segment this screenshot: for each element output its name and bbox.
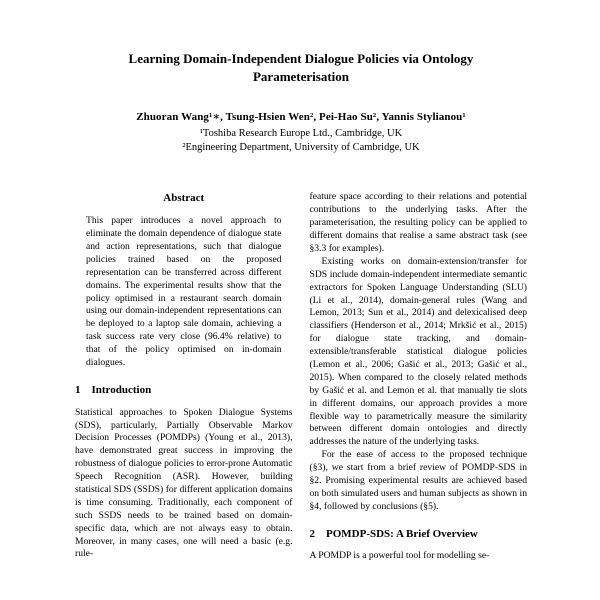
paper-title: Learning Domain-Independent Dialogue Policies via Ontology Parameterisation <box>128 51 474 84</box>
section-1-title: Introduction <box>91 383 152 396</box>
left-column <box>75 191 293 563</box>
affiliation-1: ¹Toshiba Research Europe Ltd., Cambridge, UK <box>199 128 403 140</box>
section-1-heading <box>75 383 293 398</box>
right-paragraph-1: feature space according to their relations and potential contributions to the underlying tasks. After the parameterisation, the resulting policy can be applied to different domains that realise a same abstract task (see §3.3 for examples). <box>309 191 527 254</box>
right-paragraph-3: For the ease of access to the proposed technique (§3), we start from a brief review of POMDP-SDS in §2. Promising experimental results are achieved based on both simulated users and human subjects as shown in §4, followed by conclusions (§5). <box>309 449 527 512</box>
authors-line: Zhuoran Wang¹∗, Tsung-Hsien Wen², Pei-Hao Su², Yannis Stylianou¹ <box>136 111 466 124</box>
right-column <box>310 191 528 563</box>
two-column-body <box>75 191 527 563</box>
section-2-number: 2 <box>309 527 315 540</box>
abstract-heading: Abstract <box>163 192 205 205</box>
right-paragraph-2: Existing works on domain-extension/transfer for SDS include domain-independent intermediate semantic extractors for Spoken Language Understanding (SLU) (Li et al., 2014), domain-general rules (Wang and Lemon, 2013; Sun et al., 2014) and delexicalised deep classifiers (Henderson et al., 2014; Mrkšić et al., 2015) for dialogue state tracking, and domain-extensible/transferable statistical dialogue policies (Lemon et al., 2006; Gašić et al., 2013; Gašić et al., 2015). When compared to the closely related methods by Gašić et al. and Lemon et al. that manually tie slots in different domains, our approach provides a more flexible way to parametrically measure the similarity between different domain ontologies and directly addresses the nature of the underlying tasks. <box>309 255 527 448</box>
abstract-text: This paper introduces a novel approach to eliminate the domain dependence of dialogue state and action representations, such that dialogue policies trained based on the proposed representation can be transferred across different domains. The experimental results show that the policy optimised in a restaurant search domain using our domain-independent representations can be deployed to a laptop sale domain, achieving a task success rate very close (96.4% relative) to that of the policy optimised on in-domain dialogues. <box>86 215 282 369</box>
affiliation-2: ²Engineering Department, University of Cambridge, UK <box>182 142 420 154</box>
right-paragraph-4: A POMDP is a powerful tool for modelling se- <box>309 550 490 562</box>
section-1-number: 1 <box>75 383 81 396</box>
section-2-title: POMDP-SDS: A Brief Overview <box>326 527 478 540</box>
intro-paragraph: Statistical approaches to Spoken Dialogue Systems (SDS), particularly, Partially Observable Markov Decision Processes (POMDPs) (Young et al., 2013), have demonstrated great success in improving the robustness of dialogue policies to error-prone Automatic Speech Recognition (ASR). However, building statistical SDS (SSDS) for different application domains is time consuming. Traditionally, each component of such SSDS needs to be trained based on domain-specific data, which are not always easy to obtain. Moreover, in many cases, one will need a basic (e.g. rule- <box>75 406 293 560</box>
section-2-heading <box>310 527 528 542</box>
